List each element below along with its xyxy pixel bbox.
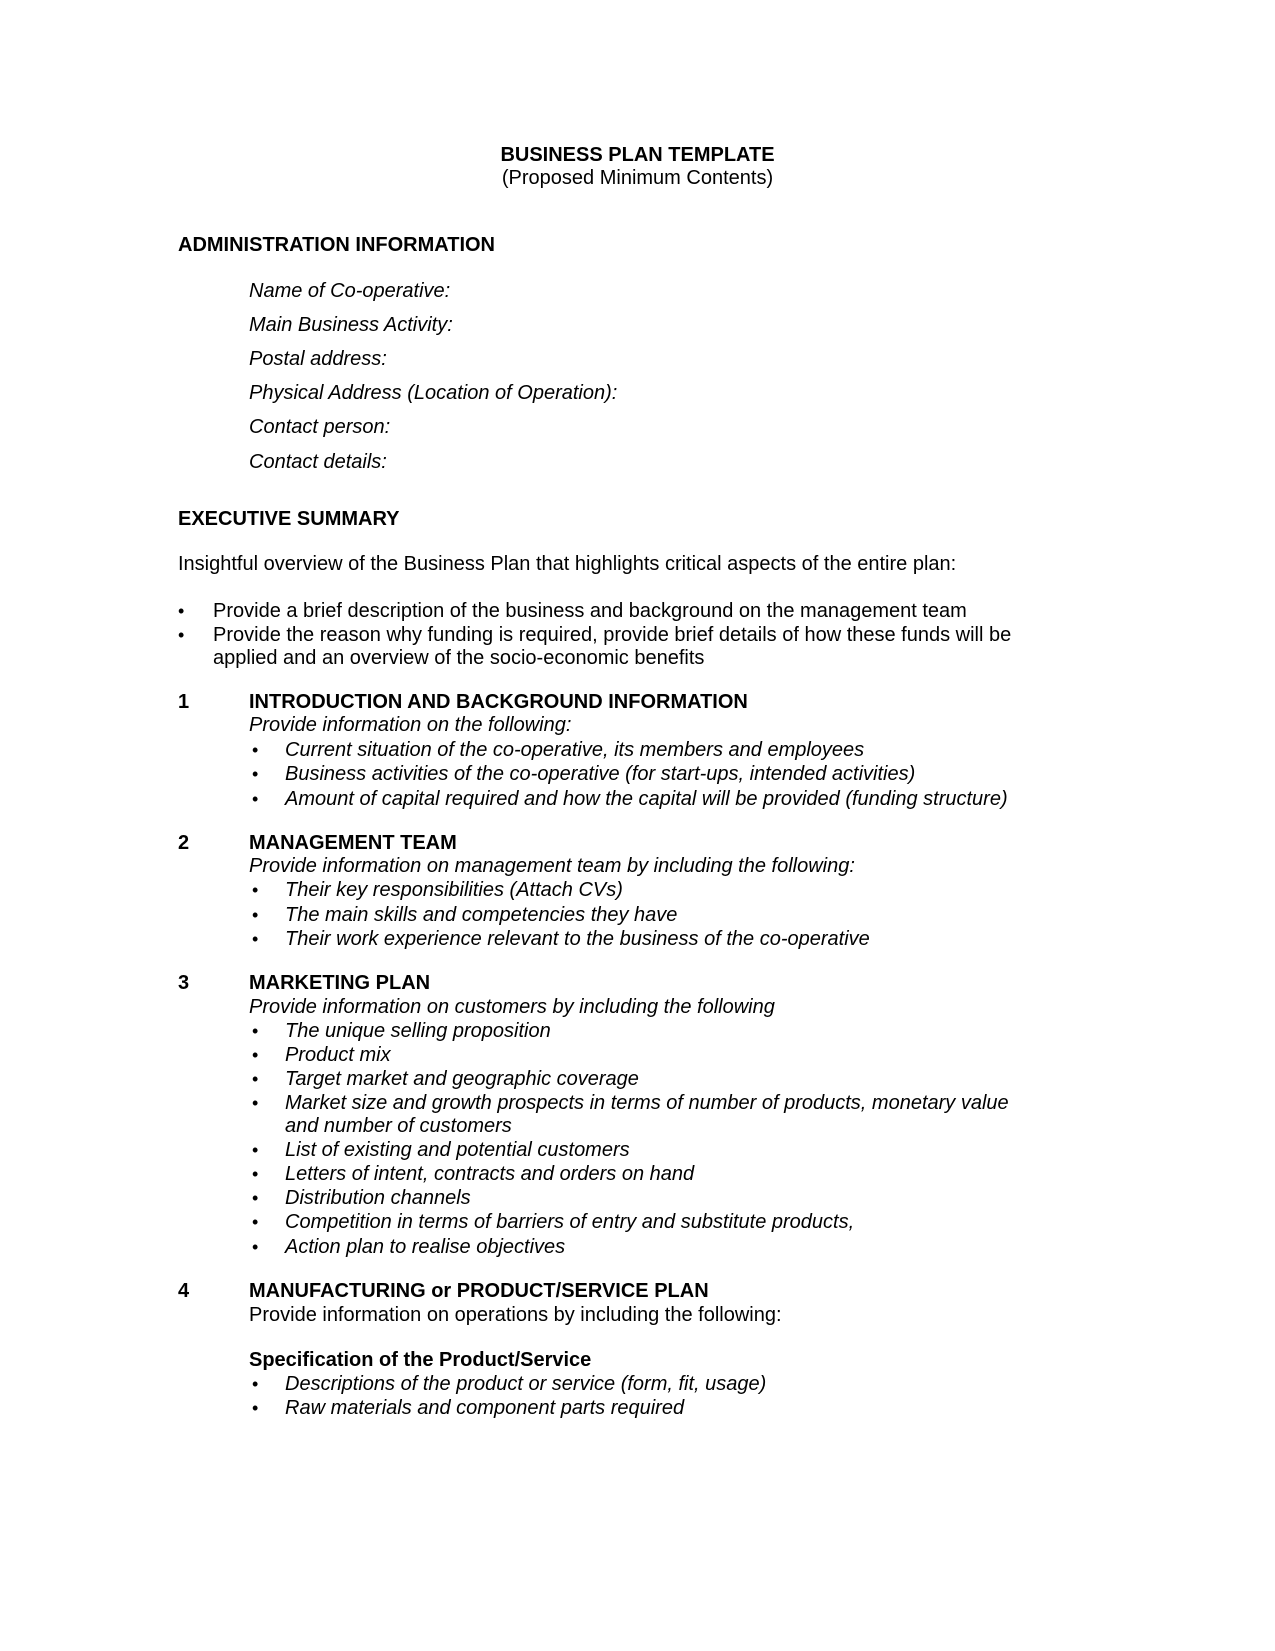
admin-field: Contact person:	[249, 416, 391, 438]
section-item: Amount of capital required and how the capital will be provided (funding structure)	[285, 788, 1008, 810]
bullet-icon: •	[252, 1398, 259, 1418]
section-item: Action plan to realise objectives	[285, 1236, 566, 1258]
bullet-icon: •	[252, 905, 259, 925]
bullet-icon: •	[252, 1212, 259, 1232]
bullet-icon: •	[178, 625, 185, 645]
section-intro: Provide information on operations by including the following:	[249, 1304, 782, 1326]
section-intro: Provide information on the following:	[249, 714, 572, 736]
bullet-icon: •	[252, 1237, 259, 1257]
section-number: 4	[178, 1280, 190, 1302]
section-item-continuation: and number of customers	[285, 1115, 512, 1137]
bullet-icon: •	[252, 1140, 259, 1160]
section-item: Current situation of the co-operative, its members and employees	[285, 739, 865, 761]
bullet-icon: •	[252, 740, 259, 760]
bullet-icon: •	[252, 1045, 259, 1065]
section-number: 2	[178, 832, 190, 854]
bullet-icon: •	[252, 880, 259, 900]
section-subheading: Specification of the Product/Service	[249, 1349, 592, 1371]
section-number: 3	[178, 972, 190, 994]
exec-bullet: Provide the reason why funding is required, provide brief details of how these funds will be	[213, 624, 1012, 646]
section-intro: Provide information on management team by including the following:	[249, 855, 855, 877]
section-item: The main skills and competencies they have	[285, 904, 678, 926]
bullet-icon: •	[252, 1374, 259, 1394]
exec-bullet-continuation: applied and an overview of the socio-economic benefits	[213, 647, 705, 669]
section-item: Raw materials and component parts required	[285, 1397, 685, 1419]
section-heading: MANUFACTURING or PRODUCT/SERVICE PLAN	[249, 1280, 709, 1302]
document-title: BUSINESS PLAN TEMPLATE	[500, 144, 775, 166]
section-item: Target market and geographic coverage	[285, 1068, 639, 1090]
bullet-icon: •	[252, 1069, 259, 1089]
section-item: List of existing and potential customers	[285, 1139, 630, 1161]
section-item: Their key responsibilities (Attach CVs)	[285, 879, 623, 901]
document-subtitle: (Proposed Minimum Contents)	[501, 167, 774, 189]
section-item: Letters of intent, contracts and orders on hand	[285, 1163, 695, 1185]
bullet-icon: •	[252, 1164, 259, 1184]
section-item: Their work experience relevant to the business of the co-operative	[285, 928, 870, 950]
section-heading: MANAGEMENT TEAM	[249, 832, 457, 854]
admin-field: Contact details:	[249, 451, 387, 473]
admin-heading: ADMINISTRATION INFORMATION	[178, 234, 496, 256]
section-item: The unique selling proposition	[285, 1020, 551, 1042]
bullet-icon: •	[252, 1021, 259, 1041]
section-item: Business activities of the co-operative (for start-ups, intended activities)	[285, 763, 916, 785]
exec-heading: EXECUTIVE SUMMARY	[178, 508, 400, 530]
exec-bullet: Provide a brief description of the business and background on the management team	[213, 600, 967, 622]
bullet-icon: •	[252, 789, 259, 809]
bullet-icon: •	[178, 601, 185, 621]
section-item: Product mix	[285, 1044, 391, 1066]
exec-intro: Insightful overview of the Business Plan that highlights critical aspects of the entire plan:	[178, 553, 957, 575]
section-heading: MARKETING PLAN	[249, 972, 431, 994]
bullet-icon: •	[252, 764, 259, 784]
section-intro: Provide information on customers by including the following	[249, 996, 775, 1018]
admin-field: Physical Address (Location of Operation):	[249, 382, 618, 404]
section-item: Competition in terms of barriers of entry and substitute products,	[285, 1211, 855, 1233]
section-item: Descriptions of the product or service (form, fit, usage)	[285, 1373, 767, 1395]
bullet-icon: •	[252, 929, 259, 949]
admin-field: Main Business Activity:	[249, 314, 453, 336]
section-item: Market size and growth prospects in terms of number of products, monetary value	[285, 1092, 1009, 1114]
section-item: Distribution channels	[285, 1187, 471, 1209]
bullet-icon: •	[252, 1093, 259, 1113]
section-heading: INTRODUCTION AND BACKGROUND INFORMATION	[249, 691, 748, 713]
bullet-icon: •	[252, 1188, 259, 1208]
admin-field: Postal address:	[249, 348, 387, 370]
section-number: 1	[178, 691, 190, 713]
admin-field: Name of Co-operative:	[249, 280, 451, 302]
